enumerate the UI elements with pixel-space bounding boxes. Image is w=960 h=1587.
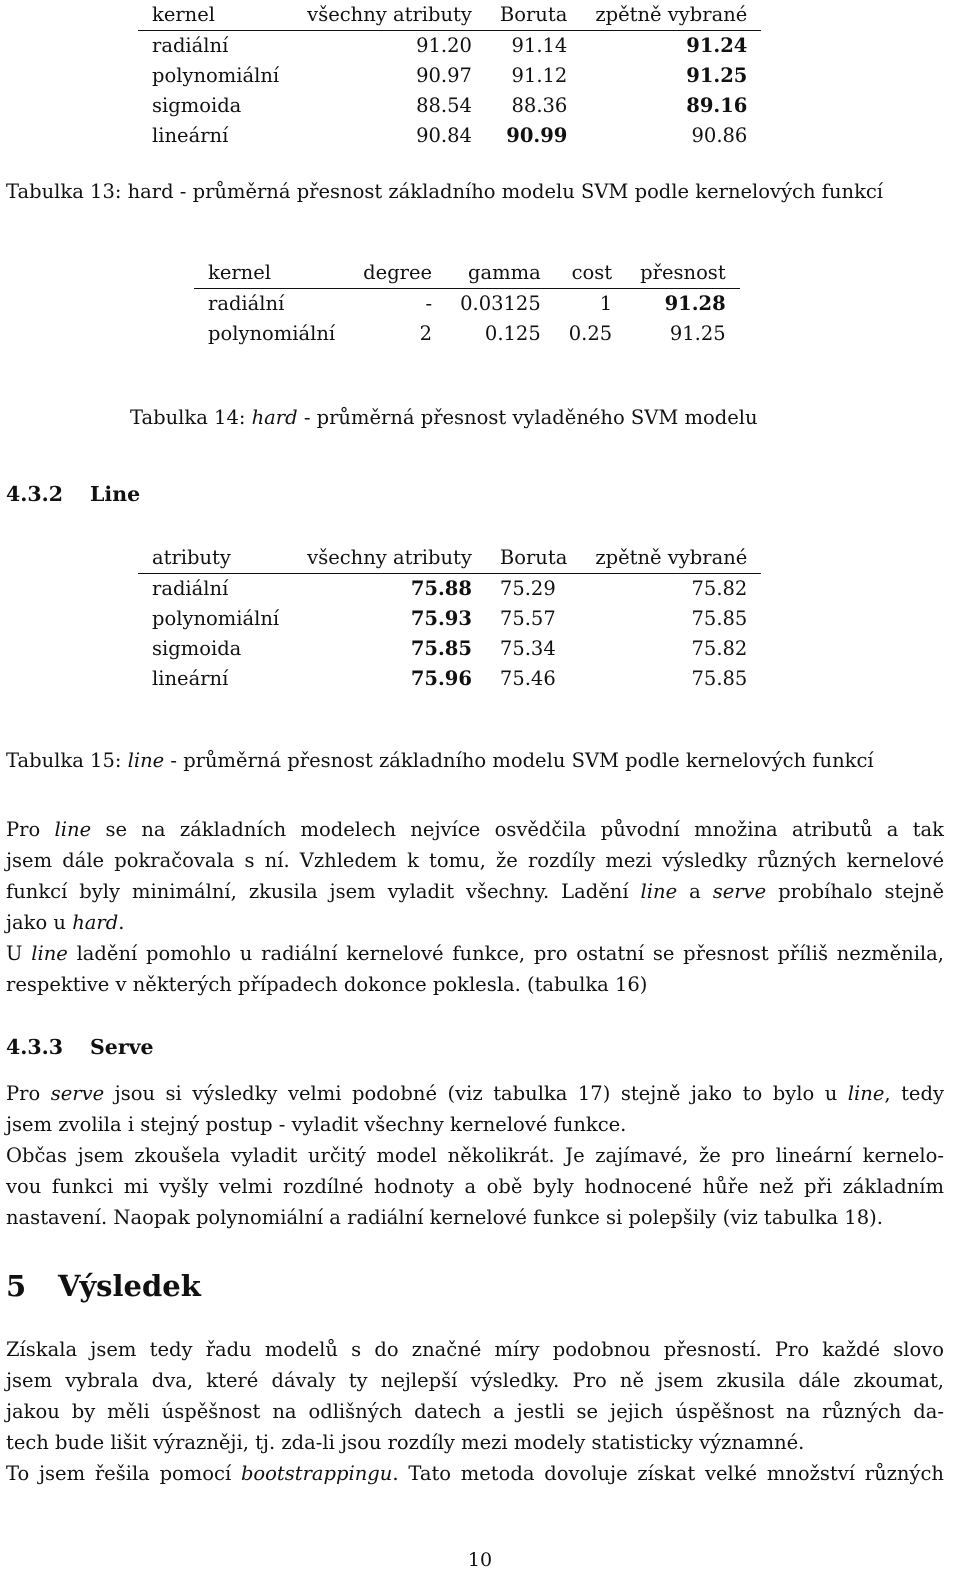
- table-15: [138, 543, 761, 694]
- caption-suffix: - průměrná přesnost základního modelu SVM podle kernelových funkcí: [164, 749, 874, 772]
- chapter-title: Výsledek: [58, 1269, 201, 1303]
- italic-text: hard: [72, 911, 119, 934]
- cell-boruta: 75.29: [499, 577, 556, 600]
- cell-backward: 75.85: [691, 607, 748, 630]
- section-heading-serve: [6, 1032, 154, 1062]
- table-14: [194, 258, 740, 349]
- cell-boruta: 75.34: [499, 637, 556, 660]
- paragraph-line: [6, 814, 944, 1000]
- text-line: [6, 876, 944, 907]
- cell-gamma: 0.125: [484, 322, 541, 345]
- col-attributes: atributy: [138, 543, 293, 574]
- italic-text: line: [54, 818, 92, 841]
- cell-boruta: 90.99: [506, 124, 568, 147]
- section-title: Serve: [90, 1035, 154, 1059]
- col-accuracy: přesnost: [626, 258, 740, 289]
- italic-text: serve: [712, 880, 767, 903]
- cell-all: 90.84: [416, 124, 472, 147]
- text: probíhalo stejně: [766, 880, 945, 903]
- text-line: vou funkci mi vyšly velmi rozdílné hodnoty a obě byly hodnocené hůře než při základním: [6, 1175, 944, 1198]
- italic-text: line: [640, 880, 678, 903]
- col-backward: zpětně vybrané: [581, 543, 761, 574]
- text: jako u: [6, 911, 73, 934]
- text: a: [677, 880, 713, 903]
- chapter-number: 5: [6, 1269, 27, 1303]
- italic-text: line: [847, 1082, 885, 1105]
- table-14-caption: [130, 403, 758, 433]
- table-13: [138, 0, 761, 151]
- cell-all: 75.88: [410, 577, 472, 600]
- cell-accuracy: 91.25: [669, 322, 726, 345]
- text-line: Získala jsem tedy řadu modelů s do značné míry podobnou přesností. Pro každé slovo: [6, 1338, 944, 1361]
- cell-backward: 75.85: [691, 667, 748, 690]
- table-row: [138, 91, 761, 121]
- text: .: [118, 911, 125, 934]
- cell-cost: 0.25: [568, 322, 613, 345]
- cell-kernel: polynomiální: [208, 322, 336, 345]
- table-row: [138, 604, 761, 634]
- text-line: Občas jsem zkoušela vyladit určitý model několikrát. Je zajímavé, že pro lineární kernelo-: [6, 1144, 944, 1167]
- row-label: polynomiální: [152, 64, 280, 87]
- col-all-attributes: všechny atributy: [293, 0, 486, 31]
- table-header-row: [138, 543, 761, 574]
- text-line: [6, 814, 944, 845]
- table-15-caption: [6, 746, 874, 776]
- italic-text: bootstrappingu: [240, 1462, 393, 1485]
- cell-boruta: 91.12: [511, 64, 568, 87]
- text-line: jsem dále pokračovala s ní. Vzhledem k tomu, že rozdíly mezi výsledky různých kernelové: [6, 849, 944, 872]
- cell-cost: 1: [599, 292, 613, 315]
- cell-backward: 75.82: [691, 577, 748, 600]
- row-label: lineární: [152, 124, 229, 147]
- cell-all: 75.93: [410, 607, 472, 630]
- section-heading-line: [6, 479, 140, 509]
- table-row: [194, 319, 740, 349]
- cell-boruta: 88.36: [511, 94, 568, 117]
- table-header-row: [138, 0, 761, 31]
- table-row: [194, 289, 740, 320]
- section-number: 4.3.2: [6, 482, 64, 506]
- italic-text: line: [31, 942, 68, 965]
- cell-all: 75.85: [410, 637, 472, 660]
- table-row: [138, 664, 761, 694]
- table-row: [138, 61, 761, 91]
- table-13-caption: Tabulka 13: hard - průměrná přesnost základního modelu SVM podle kernelových funkcí: [6, 180, 884, 203]
- text: U: [6, 942, 32, 965]
- cell-degree: -: [425, 292, 433, 315]
- cell-backward: 91.24: [686, 34, 748, 57]
- cell-kernel: radiální: [208, 292, 285, 315]
- table-row: [138, 574, 761, 605]
- table-row: [138, 31, 761, 62]
- text: . Tato metoda dovoluje získat velké množství různých: [392, 1462, 944, 1485]
- row-label: polynomiální: [152, 607, 280, 630]
- cell-degree: 2: [419, 322, 433, 345]
- cell-backward: 90.86: [691, 124, 748, 147]
- caption-italic: hard: [251, 406, 298, 429]
- col-boruta: Boruta: [486, 543, 581, 574]
- text: se na základních modelech nejvíce osvědčila původní množina atributů a tak: [91, 818, 944, 841]
- caption-italic: line: [127, 749, 165, 772]
- cell-all: 88.54: [416, 94, 472, 117]
- text-line: [6, 1078, 944, 1109]
- cell-all: 90.97: [416, 64, 472, 87]
- paragraph-serve: [6, 1078, 944, 1233]
- cell-backward: 91.25: [686, 64, 748, 87]
- text-line: [6, 907, 944, 938]
- text: funkcí byly minimální, zkusila jsem vyladit všechny. Ladění: [6, 880, 641, 903]
- col-all-attributes: všechny atributy: [293, 543, 486, 574]
- section-title: Line: [90, 482, 141, 506]
- cell-boruta: 75.57: [499, 607, 556, 630]
- chapter-heading-result: [6, 1271, 201, 1301]
- table-row: [138, 634, 761, 664]
- text-line: nastavení. Naopak polynomiální a radiální kernelové funkce si polepšily (viz tabulka 18).: [6, 1206, 883, 1229]
- col-backward: zpětně vybrané: [581, 0, 761, 31]
- table-header-row: [194, 258, 740, 289]
- row-label: sigmoida: [152, 94, 242, 117]
- paragraph-result: [6, 1334, 944, 1489]
- cell-backward: 75.82: [691, 637, 748, 660]
- row-label: sigmoida: [152, 637, 242, 660]
- cell-backward: 89.16: [686, 94, 748, 117]
- col-gamma: gamma: [446, 258, 555, 289]
- text-line: [6, 1458, 944, 1489]
- text-line: jsem zvolila i stejný postup - vyladit všechny kernelové funkce.: [6, 1113, 627, 1136]
- cell-accuracy: 91.28: [664, 292, 726, 315]
- col-cost: cost: [555, 258, 626, 289]
- text-line: jakou by měli úspěšnost na odlišných datech a jestli se jejich úspěšnost na různých da-: [6, 1400, 944, 1423]
- cell-all: 75.96: [410, 667, 472, 690]
- page-number: 10: [467, 1549, 493, 1571]
- text-line: jsem vybrala dva, které dávaly ty nejlepší výsledky. Pro ně jsem zkusila dále zkoumat,: [6, 1369, 944, 1392]
- col-kernel: kernel: [194, 258, 349, 289]
- text: jsou si výsledky velmi podobné (viz tabulka 17) stejně jako to bylo u: [104, 1082, 848, 1105]
- row-label: radiální: [152, 34, 229, 57]
- cell-gamma: 0.03125: [460, 292, 541, 315]
- text-line: [6, 938, 944, 969]
- cell-boruta: 75.46: [499, 667, 556, 690]
- cell-boruta: 91.14: [511, 34, 568, 57]
- row-label: lineární: [152, 667, 229, 690]
- caption-prefix: Tabulka 15:: [6, 749, 128, 772]
- section-number: 4.3.3: [6, 1035, 64, 1059]
- caption-prefix: Tabulka 14:: [130, 406, 252, 429]
- cell-all: 91.20: [416, 34, 472, 57]
- text: ladění pomohlo u radiální kernelové funkce, pro ostatní se přesnost příliš nezměnila,: [67, 942, 944, 965]
- col-kernel: kernel: [138, 0, 293, 31]
- col-boruta: Boruta: [486, 0, 581, 31]
- row-label: radiální: [152, 577, 229, 600]
- text: , tedy: [884, 1082, 944, 1105]
- caption-suffix: - průměrná přesnost vyladěného SVM modelu: [297, 406, 758, 429]
- text: Pro: [6, 818, 55, 841]
- text: Pro: [6, 1082, 51, 1105]
- text-line: tech bude lišit výrazněji, tj. zda-li jsou rozdíly mezi modely statisticky významné.: [6, 1431, 805, 1454]
- text-line: respektive v některých případech dokonce poklesla. (tabulka 16): [6, 973, 648, 996]
- table-row: [138, 121, 761, 151]
- text: To jsem řešila pomocí: [6, 1462, 241, 1485]
- col-degree: degree: [349, 258, 446, 289]
- italic-text: serve: [50, 1082, 105, 1105]
